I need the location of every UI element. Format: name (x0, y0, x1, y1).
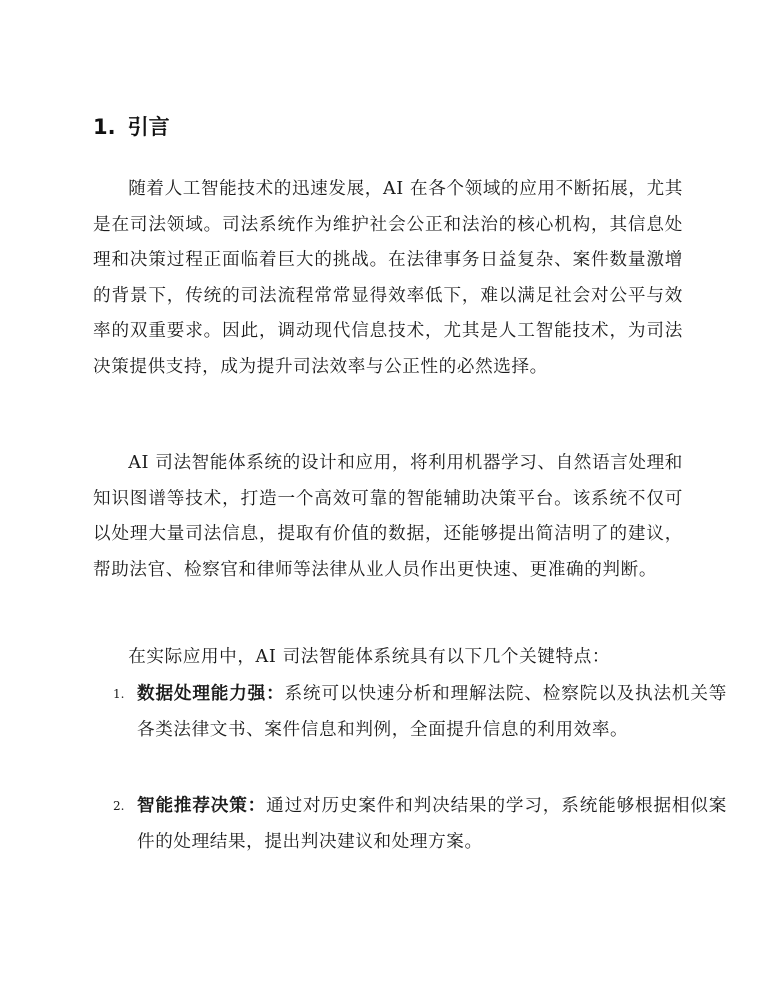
list-marker: 1. (113, 687, 125, 701)
list-item-text: 系统可以快速分析和理解法院、检察院以及执法机关等各类法律文书、案件信息和判例，全面提升信息的利用效率。 (137, 684, 727, 740)
list-marker: 2. (113, 799, 125, 813)
list-item (93, 789, 727, 860)
list-item (93, 677, 727, 748)
paragraph-features-lead: 在实际应用中，AI 司法智能体系统具有以下几个关键特点： (128, 647, 611, 667)
list-item-term: 智能推荐决策： (137, 796, 267, 816)
section-number: 1. (93, 115, 116, 139)
feature-list (93, 677, 727, 857)
section-heading (93, 112, 170, 142)
section-title: 引言 (127, 115, 170, 139)
list-item-term: 数据处理能力强： (137, 684, 285, 704)
list-item-text: 通过对历史案件和判决结果的学习，系统能够根据相似案件的处理结果，提出判决建议和处理方案。 (137, 796, 727, 852)
paragraph-intro: 随着人工智能技术的迅速发展，AI 在各个领域的应用不断拓展，尤其是在司法领域。司法系统作为维护社会公正和法治的核心机构，其信息处理和决策过程正面临着巨大的挑战。在法律事务日益复杂、案件数量激增的背景下，传统的司法流程常常显得效率低下，难以满足社会对公平与效率的双重要求。因此，调动现代信息技术，尤其是人工智能技术，为司法决策提供支持，成为提升司法效率与公正性的必然选择。 (93, 179, 683, 377)
paragraph-system-design: AI 司法智能体系统的设计和应用，将利用机器学习、自然语言处理和知识图谱等技术，打造一个高效可靠的智能辅助决策平台。该系统不仅可以处理大量司法信息，提取有价值的数据，还能够提出简洁明了的建议，帮助法官、检察官和律师等法律从业人员作出更快速、更准确的判断。 (93, 453, 683, 580)
